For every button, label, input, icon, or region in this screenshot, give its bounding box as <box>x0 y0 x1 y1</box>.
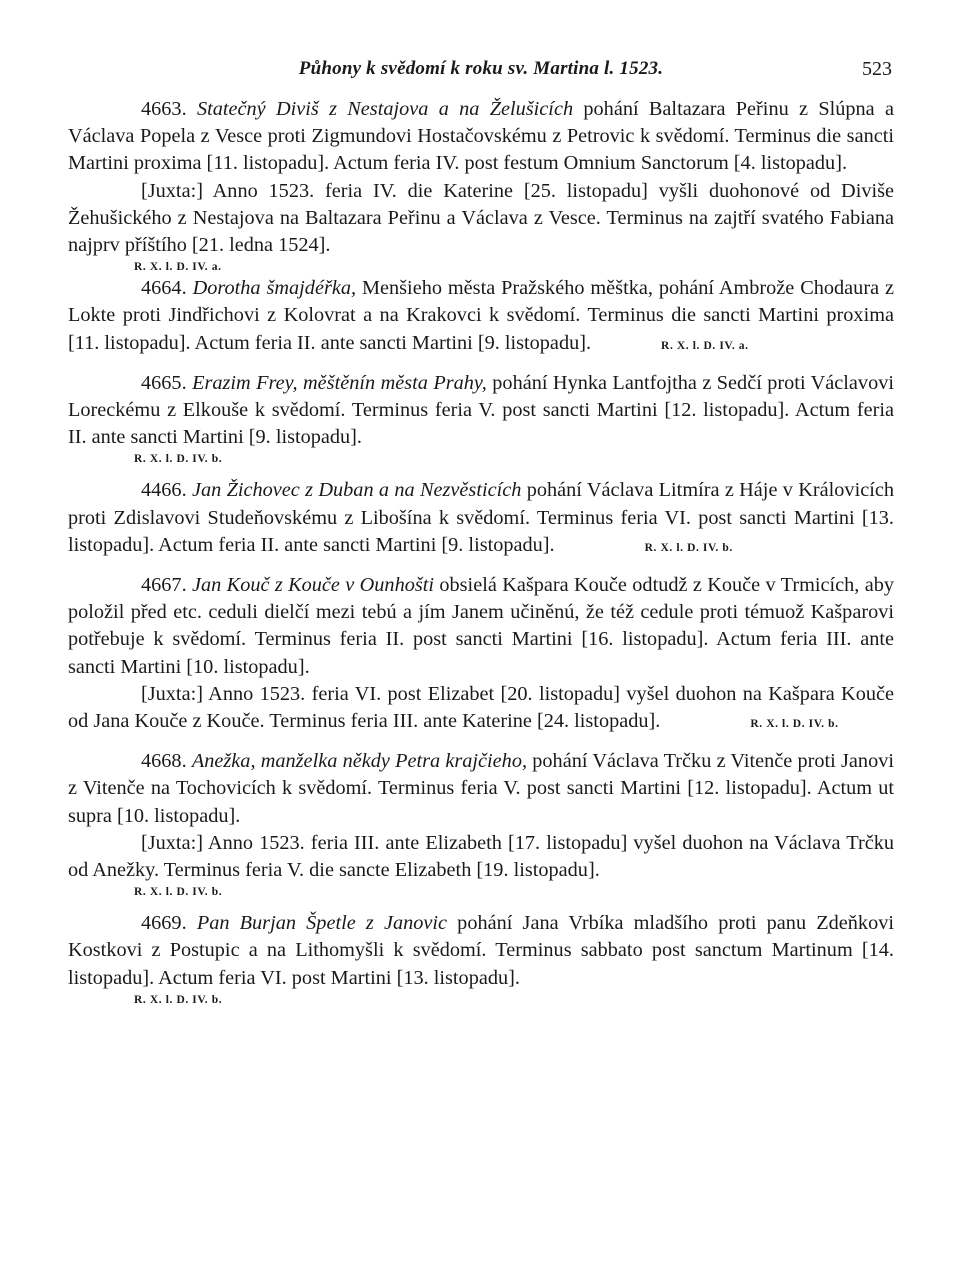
entry-name: Erazim Frey, měštěnín města Prahy, <box>192 371 487 394</box>
page-content <box>68 96 894 1008</box>
entry-number: 4667. <box>141 574 187 597</box>
juxta-text: [Juxta:] Anno 1523. feria VI. post Elizabet [20. listopadu] vyšel duohon na Kašpara Kouče od Jana Kouče z Kouče. Terminus feria III. ante Katerine [24. listopadu]. <box>68 682 894 733</box>
entry-name: Jan Kouč z Kouče v Ounhošti <box>192 574 435 597</box>
entry-4665 <box>68 370 894 452</box>
entry-juxta: [Juxta:] Anno 1523. feria III. ante Elizabeth [17. listopadu] vyšel duohon na Václava Trčku od Anežky. Terminus feria V. die sancte Elizabeth [19. listopadu]. <box>68 831 894 882</box>
entry-number: 4668. <box>141 750 187 773</box>
archive-signature: R. X. l. D. IV. b. <box>134 886 223 899</box>
entry-text: obsielá Kašpara Kouče odtudž z Kouče v Trmicích, aby položil před etc. ceduli dielčí mezi tebú a jím Janem učiněnú, že též cedule proti témuož Kašparovi potřebuje k svědomí. Terminus feria II. post sancti Martini [16. listopadu]. Actum feria III. ante sancti Martini [10. listopadu]. <box>68 574 894 678</box>
entry-number: 4669. <box>141 912 187 935</box>
entry-4466 <box>68 477 894 562</box>
entry-4669 <box>68 910 894 992</box>
entry-juxta: [Juxta:] Anno 1523. feria IV. die Katerine [25. listopadu] vyšli duohonové od Diviše Žehušického z Nestajova na Baltazara Peřinu a Václava z Vesce. Terminus na zajtří svatého Fabiana najprv příštího [21. ledna 1524]. <box>68 179 894 257</box>
entry-text: pohání Jana Vrbíka mladšího proti panu Zdeňkovi Kostkovi z Postupic a na Lithomyšli k svědomí. Terminus sabbato post sanctum Martinum [14. listopadu]. Actum feria VI. post Martini [13. listopadu]. <box>68 912 894 989</box>
document-page <box>68 54 894 1008</box>
entry-4664 <box>68 275 894 360</box>
entry-number: 4663. <box>141 98 187 120</box>
entry-4668 <box>68 748 894 830</box>
archive-signature: R. X. l. D. IV. b. <box>750 718 839 731</box>
entry-4667 <box>68 572 894 681</box>
archive-signature: R. X. l. D. IV. b. <box>644 541 733 554</box>
entry-name: Jan Žichovec z Duban a na Nezvěsticích <box>191 479 522 502</box>
archive-signature: R. X. l. D. IV. b. <box>134 993 223 1006</box>
running-title: Půhony k svědomí k roku sv. Martina l. 1523. <box>298 58 664 79</box>
archive-signature: R. X. l. D. IV. a. <box>661 339 749 352</box>
page-number: 523 <box>862 58 892 80</box>
entry-number: 4466. <box>141 479 187 502</box>
entry-4664-block <box>68 275 894 360</box>
page-header <box>68 54 894 94</box>
entry-name: Anežka, manželka někdy Petra krajčieho, <box>191 750 528 773</box>
entry-4663 <box>68 96 894 178</box>
entry-text: pohání Baltazara Peřinu z Slúpna a Václava Popela z Vesce proti Zigmundovi Hostačovskému z Petrovic k svědomí. Terminus die sancti Martini proxima [11. listopadu]. Actum feria IV. post festum Omnium Sanctorum [4. listopadu]. <box>68 98 894 175</box>
archive-signature: R. X. l. D. IV. b. <box>134 453 223 466</box>
entry-text: pohání Hynka Lantfojtha z Sedčí proti Václavovi Loreckému z Elkouše k svědomí. Terminus feria V. post sancti Martini [12. listopadu]. Actum feria II. ante sancti Martini [9. listopadu]. <box>68 371 894 449</box>
entry-name: Statečný Diviš z Nestajova a na Želušicích <box>196 98 574 120</box>
entry-number: 4664. <box>141 277 187 300</box>
entry-juxta <box>68 681 894 738</box>
entry-name: Pan Burjan Špetle z Janovic <box>196 912 448 935</box>
entry-text: Menšieho města Pražského měštka, pohání Ambrože Chodaura z Lokte proti Jindřichovi z Kolovrat a na Krakovci k svědomí. Terminus die sancti Martini proxima [11. listopadu]. Actum feria II. ante sancti Martini [9. listopadu]. <box>68 277 895 354</box>
entry-text: pohání Václava Trčku z Vitenče proti Janovi z Vitenče na Tochovicích k svědomí. Terminus feria V. post sancti Martini [12. listopadu]. Actum ut supra [10. listopadu]. <box>68 750 894 827</box>
entry-number: 4665. <box>141 371 187 394</box>
archive-signature: R. X. l. D. IV. a. <box>134 261 222 274</box>
entry-name: Dorotha šmajdéřka, <box>192 277 357 300</box>
entry-text: pohání Václava Litmíra z Háje v Královicích proti Zdislavovi Studeňovskému z Libošína k svědomí. Terminus feria VI. post sancti Martini [13. listopadu]. Actum feria II. ante sancti Martini [9. listopadu]. <box>68 479 894 556</box>
